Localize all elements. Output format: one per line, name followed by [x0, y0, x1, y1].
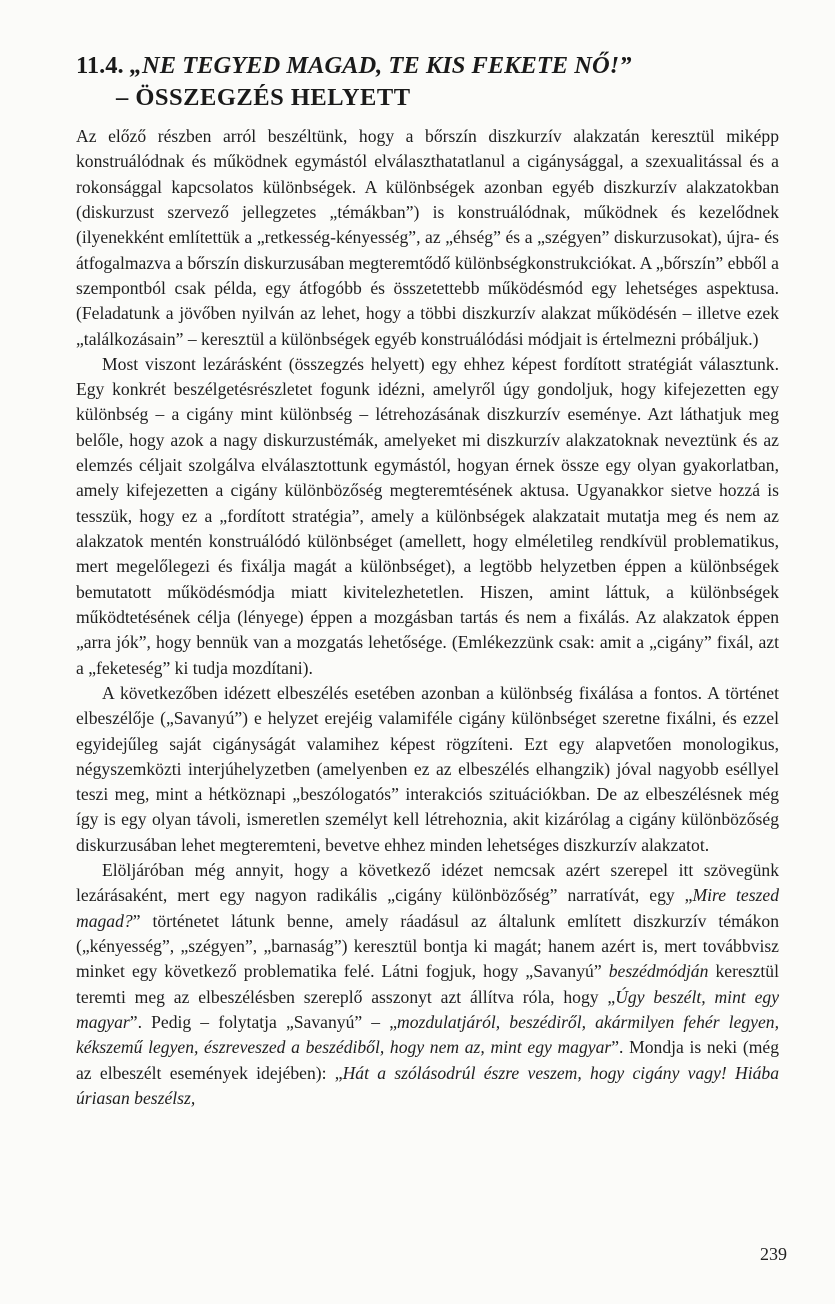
paragraph-4-text-e: keresztül teremti meg az elbeszélésben szereplő asszonyt azt állítva róla, hogy „	[76, 961, 779, 1007]
section-number: 11.4.	[76, 52, 124, 79]
paragraph-4-italic-quote-1: Úgy beszélt, mint egy magyar	[76, 986, 780, 1032]
body-text	[76, 124, 779, 1111]
paragraph-4	[76, 858, 779, 1111]
section-title: „NE TEGYED MAGAD, TE KIS FEKETE NŐ!”	[129, 52, 632, 79]
page-number: 239	[760, 1244, 787, 1264]
paragraph-4-text-g: ”. Pedig – folytatja „Savanyú” – „	[129, 1011, 398, 1032]
paragraph-4-italic-story-title: Mire teszed magad?	[76, 885, 779, 931]
paragraph-4-italic-speech-mode: beszédmódján	[608, 961, 709, 982]
paragraph-4-italic-quote-2: mozdulatjáról, beszédiről, akármilyen fehér legyen, kékszemű legyen, észreveszed a beszédiből, hogy nem az, mint egy magyar	[76, 1011, 779, 1058]
paragraph-2: Most viszont lezárásként (összegzés helyett) egy ehhez képest fordított stratégiát választunk. Egy konkrét beszélgetésrészletet fogunk idézni, amelyről úgy gondoljuk, hogy kifejezetten egy különbség – a cigány mint különbség – létrehozásának diszkurzív eseménye. Azt láthatjuk meg belőle, hogy azok a nagy diskurzustémák, amelyeket mi diszkurzív alakzatoknak neveztünk és az elemzés céljait szolgálva elválasztottunk egymástól, hogyan érnek össze egy olyan gyakorlatban, amely kifejezetten a cigány különbözőség megteremtésének aktusa. Ugyanakkor sietve hozzá is tesszük, hogy ez a „fordított stratégia”, amely a különbségek alakzatait mutatja meg és nem az alakzatok mentén konstruálódó különbséget (amellett, hogy elméletileg rendkívül problematikus, mert megelőlegezi és fixálja magát a különbséget), a legtöbb helyzetben éppen a különbségek bemutatott működésmódja miatt kivitelezhetetlen. Hiszen, amint láttuk, a különbségek működtetésének célja (lényege) éppen a mozgásban tartás és nem a fixálás. Az alakzatok éppen „arra jók”, hogy bennük van a mozgatás lehetősége. (Emlékezzünk csak: amit a „cigány” fixál, azt a „feketeség” ki tudja mozdítani).	[76, 353, 779, 678]
section-heading	[76, 50, 776, 114]
paragraph-4-text-c: ” történetet látunk benne, amely ráadásul az általunk említett diszkurzív témákon („kényesség”, „szégyen”, „barnaság”) keresztül bontja ki magát; hanem azért is, mert továbbvisz minket egy következő problematika felé. Látni fogjuk, hogy „Savanyú”	[76, 910, 779, 982]
paragraph-1: Az előző részben arról beszéltünk, hogy a bőrszín diszkurzív alakzatán keresztül miképp konstruálódnak és működnek egymástól elválaszthatatlanul a cigánysággal, a szexualitással és a rokonsággal kapcsolatos különbségek. A különbségek azonban egyéb diszkurzív alakzatokban (diskurzust szervező jellegzetes „témákban”) is konstruálódnak, működnek és kezelődnek (ilyenekként említettük a „retkesség-kényesség”, az „éhség” és a „szégyen” diskurzusokat), újra- és átfogalmazva a bőrszín diskurzusában megteremtődő különbségkonstrukciókat. A „bőrszín” ebből a szempontból csak példa, egy átfogóbb és összetettebb működésmód egy lehetséges aspektusa. (Feladatunk a jövőben nyilván az lehet, hogy a többi diszkurzív alakzat működésén – illetve ezek „találkozásain” – keresztül a különbségek egyéb konstruálódási módjait is értelmezni próbáljuk.)	[76, 126, 779, 349]
paragraph-4-italic-quote-3: Hát a szólásodrúl észre veszem, hogy cigány vagy! Hiába úriasan beszélsz,	[76, 1062, 779, 1108]
section-subtitle: – ÖSSZEGZÉS HELYETT	[116, 84, 411, 111]
paragraph-4-text-i: ”. Mondja is neki (még az elbeszélt események idejében): „	[76, 1037, 779, 1083]
paragraph-3: A következőben idézett elbeszélés esetében azonban a különbség fixálása a fontos. A történet elbeszélője („Savanyú”) e helyzet erejéig valamiféle cigány különbséget szeretne fixálni, és ezzel egyidejűleg saját cigányságát valamihez képest rögzíteni. Ezt egy alapvetően monologikus, négyszemközti interjúhelyzetben (amelyenben ez az elbeszélés elhangzik) jóval nagyobb eséllyel teszi meg, mint a hétköznapi „beszólogatós” interakciós szituációkban. De az elbeszélésnek még így is egy olyan távoli, ismeretlen személyt kell létrehoznia, akit kizárólag a cigány különbözőség diskurzusában lehet megteremteni, bevetve ehhez minden lehetséges diszkurzív alakzatot.	[76, 682, 779, 855]
paragraph-4-text-a: Elöljáróban még annyit, hogy a következő idézet nemcsak azért szerepel itt szövegünk lezárásaként, mert egy nagyon radikális „cigány különbözőség” narratívát, egy „	[76, 860, 779, 906]
